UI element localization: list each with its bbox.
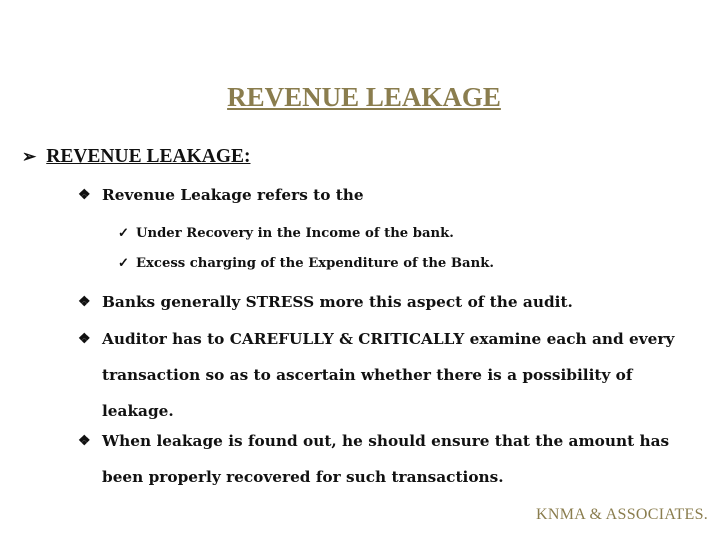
bullet-text: Revenue Leakage refers to the [102,186,364,204]
slide-title: REVENUE LEAKAGE [227,82,501,112]
bullet-text: When leakage is found out, he should ensure that the amount has been properly recovered for such transactions. [102,432,670,486]
diamond-bullet-icon: ❖ [78,433,91,449]
sub-bullet-text: Excess charging of the Expenditure of the Bank. [136,256,494,271]
footer-brand: KNMA & ASSOCIATES. [536,506,709,523]
bullet-item [78,321,682,429]
section-heading-text: REVENUE LEAKAGE: [46,146,251,167]
sub-bullet-item [118,254,494,274]
bullet-text: Auditor has to CAREFULLY & CRITICALLY examine each and every transaction so as to ascertain whether there is a possibility of leakage. [102,330,675,420]
bullet-item [78,177,682,213]
section-heading [22,146,251,168]
diamond-bullet-icon: ❖ [78,187,91,203]
diamond-bullet-icon: ❖ [78,294,91,310]
bullet-text: Banks generally STRESS more this aspect of the audit. [102,293,573,311]
bullet-item [78,284,682,320]
diamond-bullet-icon: ❖ [78,331,91,347]
checkmark-icon: ✓ [118,256,130,271]
sub-bullet-item [118,224,454,244]
sub-bullet-text: Under Recovery in the Income of the bank. [136,226,454,241]
arrow-bullet-icon: ➢ [22,147,37,166]
bullet-item [78,423,682,495]
checkmark-icon: ✓ [118,226,130,241]
